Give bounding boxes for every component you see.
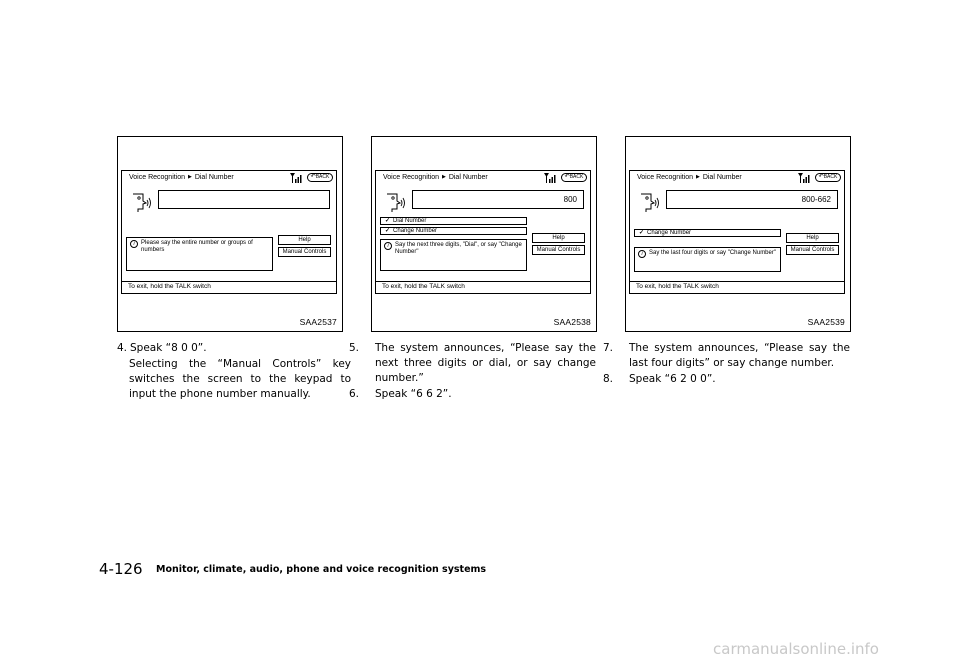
step-number: 6. <box>349 388 360 400</box>
screen-title <box>129 174 234 181</box>
step-number: 8. <box>603 373 614 385</box>
breadcrumb-arrow-icon: ▶ <box>696 174 700 180</box>
step-4-detail: Selecting the “Manual Controls” key switches the screen to the keypad to input the phone number manually. <box>129 358 351 400</box>
step-6 <box>349 387 596 402</box>
screen-title <box>383 174 488 181</box>
phone-number-display: 800-662 <box>666 190 838 209</box>
screen-title-text: Voice Recognition <box>637 174 694 181</box>
voice-recognition-screen <box>375 170 591 294</box>
breadcrumb-arrow-icon: ▶ <box>188 174 192 180</box>
step-number: 7. <box>603 342 614 354</box>
screen-title-text: Voice Recognition <box>383 174 440 181</box>
help-button[interactable]: Help <box>786 233 839 243</box>
voice-command-icon: ✓ <box>639 230 645 236</box>
step-text: Speak “6 6 2”. <box>375 388 452 400</box>
steps-column-2 <box>349 341 596 403</box>
command-change-number[interactable] <box>380 227 527 235</box>
manual-controls-button[interactable]: Manual Controls <box>532 245 585 255</box>
command-dial-number[interactable] <box>380 217 527 225</box>
back-button[interactable] <box>307 173 333 182</box>
screen-subtitle-text: Dial Number <box>194 174 234 181</box>
screen-footer: To exit, hold the TALK switch <box>376 281 590 293</box>
back-button[interactable] <box>815 173 841 182</box>
back-label: BACK <box>823 174 838 180</box>
help-button[interactable]: Help <box>532 233 585 243</box>
prompt-message: Please say the entire number or groups of numbers <box>141 240 253 253</box>
step-text: The system announces, “Please say the next three digits or dial, or say change number.” <box>375 342 596 384</box>
manual-controls-button[interactable]: Manual Controls <box>786 245 839 255</box>
watermark: carmanualsonline.info <box>713 640 879 658</box>
back-arrow-icon: ↶ <box>818 174 824 180</box>
phone-number-display <box>158 190 330 209</box>
screen-subtitle-text: Dial Number <box>448 174 488 181</box>
signal-strength-icon <box>544 173 556 183</box>
screen-footer: To exit, hold the TALK switch <box>122 281 336 293</box>
info-icon: i <box>384 242 392 250</box>
screen-subtitle-text: Dial Number <box>702 174 742 181</box>
back-button[interactable] <box>561 173 587 182</box>
command-label: Dial Number <box>393 218 427 224</box>
prompt-message-box <box>380 239 527 271</box>
prompt-message-box <box>126 237 273 271</box>
signal-strength-icon <box>290 173 302 183</box>
screen-footer: To exit, hold the TALK switch <box>630 281 844 293</box>
step-number: 5. <box>349 342 360 354</box>
page-number: 4-126 <box>99 560 143 578</box>
step-7 <box>603 341 850 371</box>
step-8 <box>603 372 850 387</box>
prompt-message-box <box>634 247 781 272</box>
command-change-number[interactable] <box>634 229 781 237</box>
step-4 <box>117 341 351 356</box>
figure-saa2539 <box>625 136 851 332</box>
figure-saa2537 <box>117 136 343 332</box>
steps-column-1 <box>117 341 351 402</box>
voice-speaker-icon <box>384 191 406 213</box>
back-label: BACK <box>569 174 584 180</box>
command-label: Change Number <box>393 228 438 234</box>
info-icon: i <box>638 250 646 258</box>
back-arrow-icon: ↶ <box>310 174 316 180</box>
steps-column-3 <box>603 341 850 388</box>
step-5 <box>349 341 596 386</box>
command-list <box>380 217 527 237</box>
voice-speaker-icon <box>130 191 152 213</box>
voice-speaker-icon <box>638 191 660 213</box>
back-arrow-icon: ↶ <box>564 174 570 180</box>
command-label: Change Number <box>647 230 692 236</box>
screen-title-text: Voice Recognition <box>129 174 186 181</box>
section-title: Monitor, climate, audio, phone and voice recognition systems <box>156 564 487 575</box>
prompt-message: Say the last four digits or say "Change Number" <box>649 250 776 256</box>
prompt-message: Say the next three digits, "Dial", or say "Change Number" <box>395 242 522 255</box>
signal-strength-icon <box>798 173 810 183</box>
manual-controls-button[interactable]: Manual Controls <box>278 247 331 257</box>
info-icon: i <box>130 240 138 248</box>
step-number: 4. <box>117 342 128 354</box>
breadcrumb-arrow-icon: ▶ <box>442 174 446 180</box>
help-button[interactable]: Help <box>278 235 331 245</box>
phone-number-display: 800 <box>412 190 584 209</box>
screen-title <box>637 174 742 181</box>
back-label: BACK <box>315 174 330 180</box>
step-text: The system announces, “Please say the last four digits” or say change number. <box>629 342 850 369</box>
voice-command-icon: ✓ <box>385 218 391 224</box>
figure-saa2538 <box>371 136 597 332</box>
voice-command-icon: ✓ <box>385 228 391 234</box>
command-list <box>634 229 781 239</box>
step-text: Speak “6 2 0 0”. <box>629 373 716 385</box>
voice-recognition-screen <box>121 170 337 294</box>
step-text: Speak “8 0 0”. <box>130 342 207 354</box>
figure-caption: SAA2537 <box>299 317 337 327</box>
voice-recognition-screen <box>629 170 845 294</box>
figure-caption: SAA2539 <box>807 317 845 327</box>
figure-caption: SAA2538 <box>553 317 591 327</box>
